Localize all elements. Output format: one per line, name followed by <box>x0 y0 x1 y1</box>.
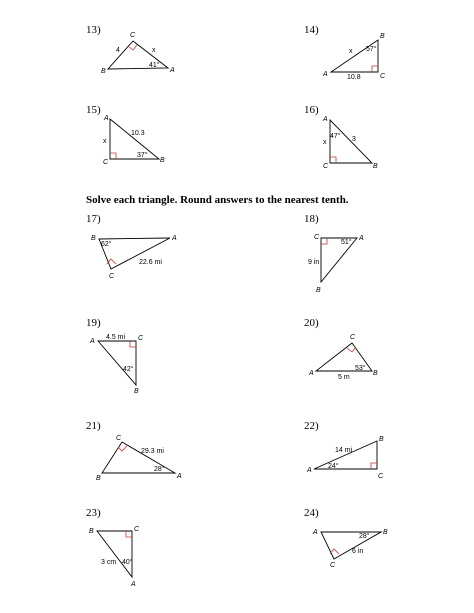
triangle-22 <box>306 436 384 480</box>
vertex-label: C <box>103 159 109 166</box>
triangle-20 <box>308 334 378 381</box>
vertex-label: C <box>380 73 386 80</box>
problem-17-number: 17) <box>86 213 101 225</box>
triangle-24 <box>312 529 388 569</box>
problem-15-number: 15) <box>86 104 101 116</box>
side-label: 3 <box>352 136 356 143</box>
side-label: 6 in <box>352 548 364 555</box>
vertex-label: A <box>313 529 318 536</box>
side-label: 4 <box>116 47 120 54</box>
vertex-label: A <box>177 473 182 480</box>
vertex-label: C <box>116 435 122 442</box>
vertex-label: B <box>373 370 378 377</box>
problem-13-number: 13) <box>86 24 101 36</box>
problem-18-number: 18) <box>304 213 319 225</box>
angle-label: 57° <box>366 46 377 53</box>
side-label: 10.3 <box>131 130 145 137</box>
side-label: 9 in <box>308 259 320 266</box>
vertex-label: B <box>91 235 96 242</box>
triangle-19 <box>89 334 144 395</box>
vertex-label: B <box>380 33 385 40</box>
problem-16-number: 16) <box>304 104 319 116</box>
vertex-label: A <box>170 67 175 74</box>
triangle-13 <box>101 32 175 75</box>
vertex-label: B <box>160 157 165 164</box>
vertex-label: B <box>101 68 106 75</box>
problem-20-number: 20) <box>304 317 319 329</box>
angle-label: 41° <box>149 62 160 69</box>
angle-label: 62° <box>101 241 112 248</box>
angle-label: 28° <box>359 533 370 540</box>
side-label: 22.6 mi <box>139 259 162 266</box>
side-label: 3 cm <box>101 559 117 566</box>
angle-label: 28° <box>154 466 165 473</box>
problem-23-number: 23) <box>86 507 101 519</box>
vertex-label: A <box>104 115 109 122</box>
vertex-label: A <box>359 235 364 242</box>
problem-21-number: 21) <box>86 420 101 432</box>
vertex-label: C <box>350 334 356 341</box>
side-label: x <box>349 48 353 55</box>
vertex-label: A <box>323 116 328 123</box>
problem-22-number: 22) <box>304 420 319 432</box>
angle-label: 47° <box>330 133 341 140</box>
side-label: 4.5 mi <box>106 334 126 341</box>
vertex-label: B <box>89 528 94 535</box>
vertex-label: A <box>172 235 177 242</box>
vertex-label: C <box>130 32 136 39</box>
angle-label: 37° <box>137 152 148 159</box>
vertex-label: A <box>90 338 95 345</box>
side-label: x <box>103 138 107 145</box>
triangle-21 <box>96 435 182 482</box>
problem-14-number: 14) <box>304 24 319 36</box>
vertex-label: C <box>138 335 144 342</box>
side-label: 10.8 <box>347 74 361 81</box>
vertex-label: C <box>330 562 336 569</box>
angle-label: 24° <box>328 463 339 470</box>
vertex-label: B <box>316 287 321 294</box>
triangle-14 <box>322 33 386 81</box>
triangle-23 <box>89 526 140 588</box>
triangle-18 <box>308 234 364 294</box>
problem-19-number: 19) <box>86 317 101 329</box>
side-label: x <box>152 47 156 54</box>
vertex-label: C <box>323 163 329 170</box>
triangle-17 <box>91 235 177 280</box>
triangle-16 <box>322 116 378 170</box>
angle-label: 51° <box>341 239 352 246</box>
vertex-label: A <box>131 581 136 588</box>
side-label: x <box>323 139 327 146</box>
vertex-label: C <box>378 473 384 480</box>
angle-label: 53° <box>355 365 366 372</box>
vertex-label: B <box>134 388 139 395</box>
angle-label: 42° <box>123 366 134 373</box>
vertex-label: B <box>383 529 388 536</box>
vertex-label: B <box>373 163 378 170</box>
problem-24-number: 24) <box>304 507 319 519</box>
instructions-heading: Solve each triangle. Round answers to the nearest tenth. <box>86 194 349 206</box>
vertex-label: B <box>379 436 384 443</box>
angle-label: 40° <box>122 559 133 566</box>
vertex-label: A <box>323 71 328 78</box>
side-label: 5 m <box>338 374 350 381</box>
vertex-label: A <box>307 467 312 474</box>
vertex-label: C <box>314 234 320 241</box>
side-label: 29.3 mi <box>141 448 164 455</box>
side-label: 14 mi <box>335 447 353 454</box>
vertex-label: C <box>109 273 115 280</box>
triangle-15 <box>103 115 165 166</box>
vertex-label: A <box>309 370 314 377</box>
vertex-label: C <box>134 526 140 533</box>
vertex-label: B <box>96 475 101 482</box>
